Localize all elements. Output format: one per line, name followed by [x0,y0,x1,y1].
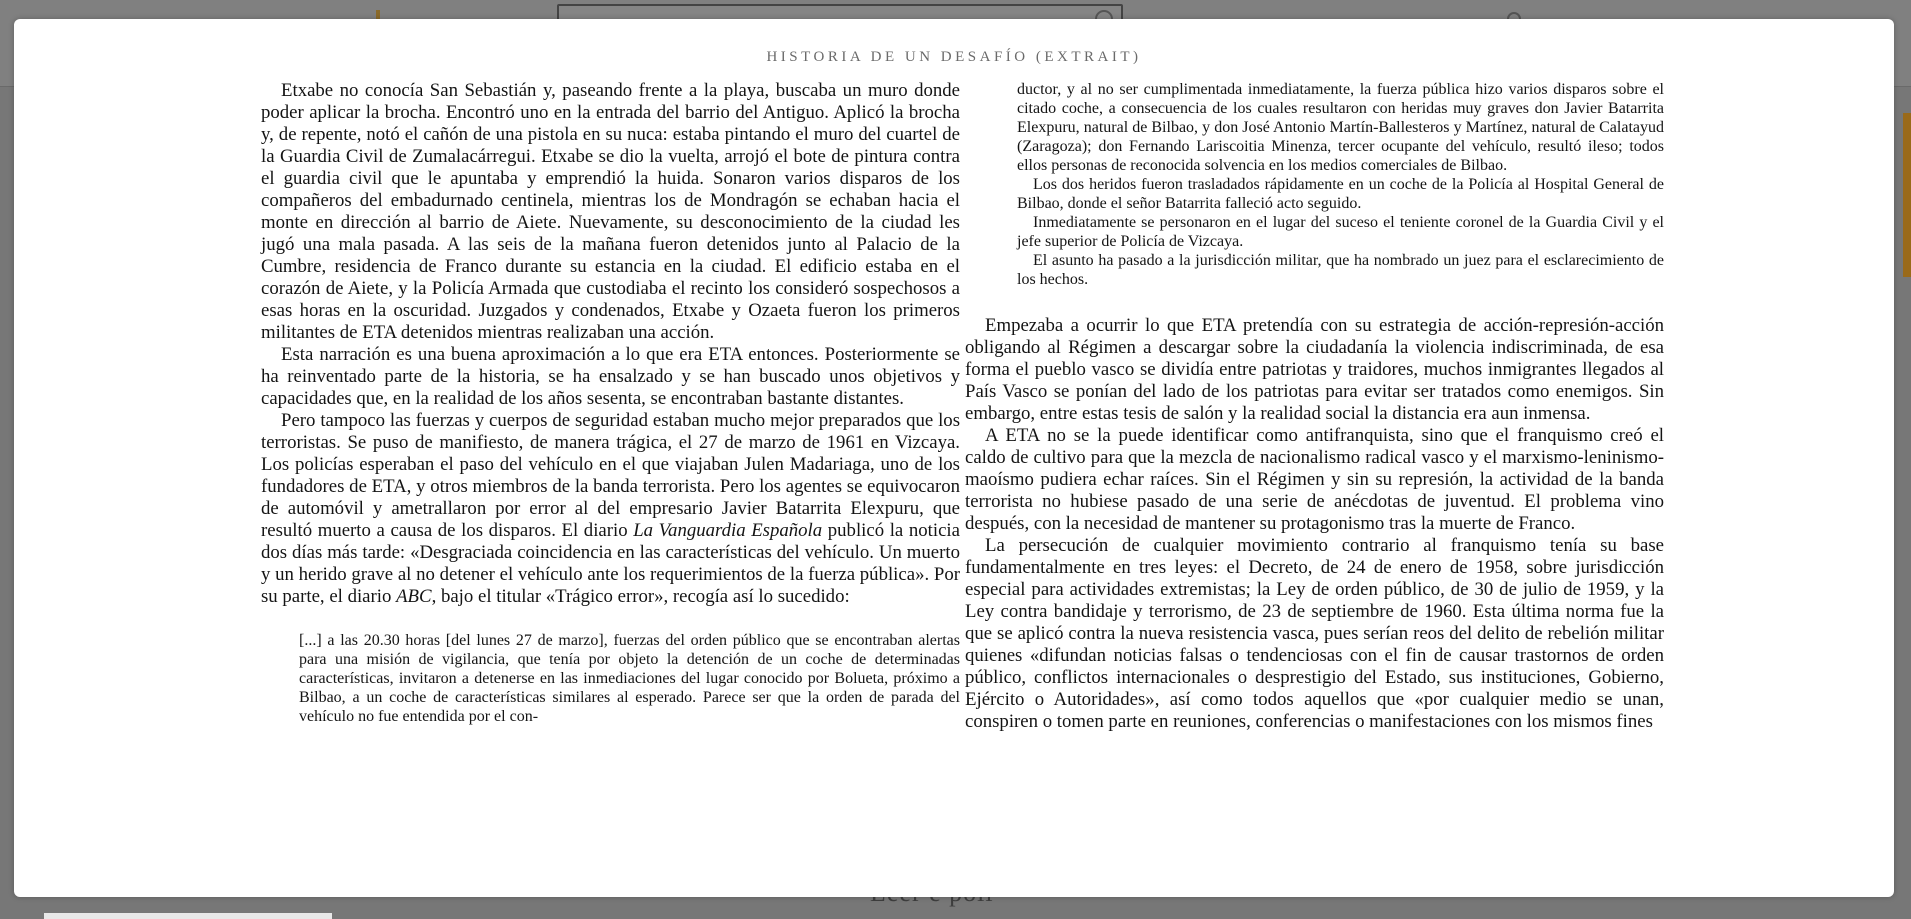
background-scroll-accent [1903,113,1911,277]
paragraph-text: Pero tampoco las fuerzas y cuerpos de seguridad estaban mucho mejor preparados que los terroristas. Se puso de manifiesto, de manera trágica, el 27 de marzo de 1961 en Vizcaya. Los policías esperaban el paso del vehículo en el que viajaban Julen Madariaga, uno de los fundadores de ETA, y otros miembros de la banda terrorista. Pero los agentes se equivocaron de automóvil y ametrallaron por error al del empresario Javier Batarrita Elexpuru, que resultó muerto a causa de los disparos. El diario [261,410,960,541]
paragraph: A ETA no se la puede identificar como antifranquista, sino que el franquismo creó el caldo de cultivo para que la mezcla de nacionalismo radical vasco y el marxismo-leninismo-maoísmo pudiera echar raíces. Sin el Régimen y sin su represión, la actividad de la banda terrorista no hubiese pasado de una serie de anécdotas de juventud. El problema vino después, con la necesidad de mantener su protagonismo tras la muerte de Franco. [965,425,1664,534]
block-quote [299,631,960,726]
paragraph: La persecución de cualquier movimiento contrario al franquismo tenía su base fundamentalmente en tres leyes: el Decreto, de 24 de enero de 1958, sobre jurisdicción especial para actividades extremistas; la Ley de orden público, de 30 de julio de 1959, y la Ley contra bandidaje y terrorismo, de 23 de septiembre de 1960. Esta última norma fue la que se aplicó contra la nueva resistencia vasca, pues serían reos del delito de rebelión militar quienes «difundan noticias falsas o tendenciosas con el fin de causar trastornos de orden público, conflictos internacionales o desprestigio del Estado, sus instituciones, Gobierno, Ejército o Autoridades», así como todos aquellos que «por cualquier medio se unan, conspiren o tomen parte en reuniones, conferencias o manifestaciones con los mismos fines [965,535,1664,732]
paragraph: Esta narración es una buena aproximación a lo que era ETA entonces. Posteriormente se ha reinventado parte de la historia, se ha ensalzado y se han buscado unos objetivos y capacidades que, en la realidad de los años sesenta, se encontraban bastante distantes. [261,344,960,409]
paragraph: Empezaba a ocurrir lo que ETA pretendía con su estrategia de acción-represión-acción obligando al Régimen a descargar sobre la ciudadanía la violencia indiscriminada, de esa forma el pueblo vasco se dividía entre patriotas y traidores, muchos inmigrantes llegados al País Vasco se ponían del lado de los patriotas para evitar ser tratados como enemigos. Sin embargo, entre estas tesis de salón y la realidad social la distancia era aun inmensa. [965,315,1664,424]
newspaper-title: ABC [396,586,432,607]
background-bottom-strip [44,913,332,919]
right-column [965,80,1664,733]
newspaper-title: La Vanguardia Española [633,520,823,541]
block-quote [1017,80,1664,289]
paragraph-text: , bajo el titular «Trágico error», recogía así lo sucedido: [431,586,850,607]
left-column [261,80,960,726]
quote-paragraph: El asunto ha pasado a la jurisdicción militar, que ha nombrado un juez para el esclarecimiento de los hechos. [1017,252,1664,288]
quote-paragraph: Los dos heridos fueron trasladados rápidamente en un coche de la Policía al Hospital General de Bilbao, donde el señor Batarrita falleció acto seguido. [1017,176,1664,212]
excerpt-modal [14,19,1894,897]
modal-title: HISTORIA DE UN DESAFÍO (EXTRAIT) [766,49,1142,65]
quote-paragraph: Inmediatamente se personaron en el lugar del suceso el teniente coronel de la Guardia Civil y el jefe superior de Policía de Vizcaya. [1017,214,1664,250]
spacer [965,289,1664,315]
paragraph: Etxabe no conocía San Sebastián y, paseando frente a la playa, buscaba un muro donde poder aplicar la brocha. Encontró uno en la entrada del barrio del Antiguo. Aplicó la brocha y, de repente, notó el cañón de una pistola en su nuca: estaba pintando el muro del cuartel de la Guardia Civil de Zumalacárregui. Etxabe se dio la vuelta, arrojó el bote de pintura contra el guardia civil que le apuntaba y emprendió la huida. Sonaron varios disparos de los compañeros del embadurnado centinela, mientras los de Mondragón se echaban hacia el monte en dirección al barrio de Aiete. Nuevamente, su desconocimiento de la ciudad les jugó una mala pasada. A las seis de la mañana fueron detenidos junto al Palacio de la Cumbre, residencia de Franco durante su estancia en la ciudad. El edificio estaba en el corazón de Aiete, y la Policía Armada que custodiaba el recinto los consideró sospechosos a esas horas en la oscuridad. Juzgados y condenados, Etxabe y Ozaeta fueron los primeros militantes de ETA detenidos mientras realizaban una acción. [261,80,960,343]
quote-paragraph: [...] a las 20.30 horas [del lunes 27 de marzo], fuerzas del orden público que se encontraban alertas para una misión de vigilancia, que tenía por objeto la detención de un coche de determinadas características, invitaron a detenerse en las inmediaciones del lugar conocido por Bolueta, próximo a Bilbao, a un coche de características similares al esperado. Parece ser que la orden de parada del vehículo no fue entendida por el con- [299,632,960,725]
paragraph [261,410,960,608]
paragraph-text: publicó la noticia dos días más tarde: «Desgraciada coincidencia en las características del vehículo. Un muerto y un herido grave al no detener el vehículo ante los requerimientos de la fuerza pública». Por su parte, el diario [261,520,960,607]
quote-paragraph: ductor, y al no ser cumplimentada inmediatamente, la fuerza pública hizo varios disparos sobre el citado coche, a consecuencia de los cuales resultaron con heridas muy graves don Javier Batarrita Elexpuru, natural de Bilbao, y don José Antonio Martín-Ballesteros y Martínez, natural de Calatayud (Zaragoza); don Fernando Lariscoitia Minenza, tercer ocupante del vehículo, resultó ileso; todos ellos personas de reconocida solvencia en los medios comerciales de Bilbao. [1017,81,1664,174]
